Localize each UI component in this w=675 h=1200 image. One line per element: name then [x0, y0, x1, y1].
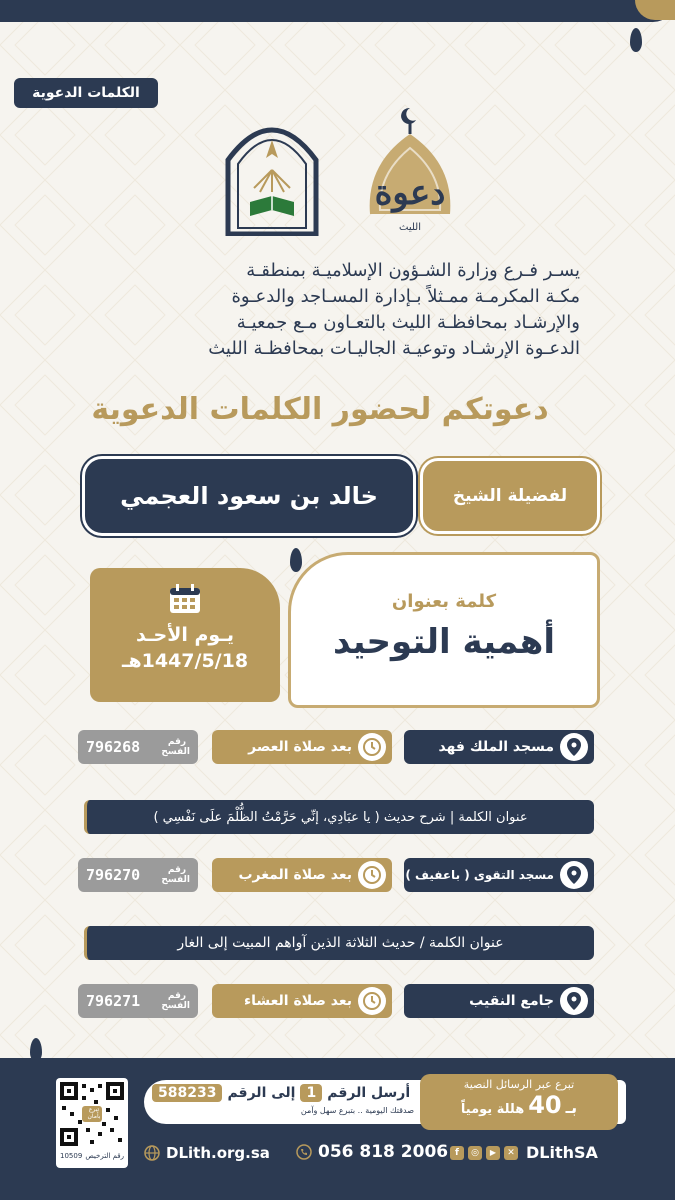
mosque-name: مسجد التقوى ( باعفيف ) — [405, 868, 554, 882]
qr-block[interactable] — [56, 1078, 128, 1168]
dawa-logo — [362, 104, 458, 238]
mosque-pill — [404, 858, 594, 892]
qr-license-label: رقم الترخيص — [85, 1152, 124, 1160]
sheikh-prefix-box: لفضيلة الشيخ — [420, 458, 600, 534]
mosque-dome-icon — [362, 104, 458, 238]
time-pill — [212, 858, 392, 892]
send-number: 588233 — [152, 1084, 222, 1102]
permit-label: رقم الفسح — [161, 865, 190, 885]
instagram-icon[interactable]: ◎ — [468, 1146, 482, 1160]
donate-amount-box — [420, 1074, 618, 1130]
category-tag: الكلمات الدعوية — [14, 78, 158, 108]
permit-pill — [78, 730, 198, 764]
ministry-logo — [222, 110, 322, 236]
talk-title-box — [288, 552, 600, 708]
intro-line: الدعـوة الإرشـاد وتوعيـة الجاليـات بمحافظـة الليث — [208, 338, 580, 359]
send-text: أرسل الرقم — [327, 1085, 411, 1101]
invite-heading: دعوتكم لحضور الكلمات الدعوية — [91, 392, 549, 427]
topic-bar: عنوان الكلمة | شرح حديث ( يا عبَادِي، إنِّي حَرَّمْتُ الظُّلْمَ علَى نَفْسِي ) — [84, 800, 594, 834]
mosque-pill — [404, 730, 594, 764]
mosque-name: مسجد الملك فهد — [438, 739, 554, 755]
permit-label: رقم الفسح — [161, 991, 190, 1011]
mosque-name: جامع النقيب — [469, 993, 554, 1009]
donate-amount: 40 — [528, 1091, 562, 1119]
permit-number: 796268 — [86, 738, 141, 756]
x-icon[interactable]: ✕ — [504, 1146, 518, 1160]
qr-badge: تبرع بأمان — [87, 1106, 101, 1120]
phone-link[interactable] — [296, 1142, 448, 1162]
qr-license-number: 10509 — [60, 1152, 83, 1160]
permit-label: رقم الفسح — [161, 737, 190, 757]
qr-license — [60, 1152, 124, 1160]
whatsapp-icon — [296, 1144, 312, 1160]
clock-icon — [358, 987, 386, 1015]
date-value: 1447/5/18هـ — [121, 650, 249, 672]
intro-line: مكـة المكرمـة ممـثلاً بـإدارة المسـاجد والدعـوة — [231, 286, 580, 307]
sheikh-name-box: خالد بن سعود العجمي — [82, 456, 416, 536]
talk-title: أهمية التوحيد — [333, 622, 555, 662]
mosque-pill — [404, 984, 594, 1018]
calendar-icon — [169, 584, 201, 614]
website-text: DLith.org.sa — [166, 1144, 270, 1162]
intro-line: يسـر فـرع وزارة الشـؤون الإسلاميـة بمنطقـة — [246, 260, 580, 281]
facebook-icon[interactable]: f — [450, 1146, 464, 1160]
time-pill — [212, 730, 392, 764]
svg-text:دعوة: دعوة — [374, 173, 446, 213]
ministry-emblem-icon — [222, 110, 322, 236]
prayer-time: بعد صلاة العشاء — [243, 993, 352, 1009]
donate-label: تبرع عبر الرسائل النصية — [463, 1078, 575, 1091]
donate-prefix: بـ — [565, 1098, 578, 1117]
permit-number: 796271 — [86, 992, 141, 1010]
slogan: صدقتك اليومية .. بتبرع سهل وآمن — [300, 1106, 414, 1115]
intro-line: والإرشـاد بمحافظـة الليث بالتعـاون مـع جمعيـة — [236, 312, 580, 333]
social-handle: DLithSA — [526, 1143, 598, 1162]
donate-unit: هللة يومياً — [460, 1102, 525, 1117]
social-links[interactable] — [450, 1143, 598, 1162]
prayer-time: بعد صلاة المغرب — [238, 867, 352, 883]
talk-label: كلمة بعنوان — [391, 591, 497, 612]
location-pin-icon — [560, 861, 588, 889]
clock-icon — [358, 733, 386, 761]
permit-pill — [78, 858, 198, 892]
youtube-icon[interactable]: ▶ — [486, 1146, 500, 1160]
time-pill — [212, 984, 392, 1018]
ornament-icon — [630, 28, 642, 52]
date-day: يـوم الأحـد — [136, 624, 234, 646]
top-bar — [0, 0, 675, 22]
svg-text:الليث: الليث — [399, 222, 421, 233]
location-pin-icon — [560, 987, 588, 1015]
intro-paragraph — [60, 258, 580, 362]
send-digit: 1 — [300, 1084, 322, 1102]
ornament-icon — [290, 548, 302, 572]
website-link[interactable] — [144, 1144, 270, 1162]
footer — [0, 1058, 675, 1200]
location-pin-icon — [560, 733, 588, 761]
sms-instruction — [152, 1084, 414, 1102]
clock-icon — [358, 861, 386, 889]
topic-bar: عنوان الكلمة / حديث الثلاثة الذين آواهم المبيت إلى الغار — [84, 926, 594, 960]
phone-text: 056 818 2006 — [318, 1142, 449, 1162]
globe-icon — [144, 1145, 160, 1161]
date-box — [90, 568, 280, 702]
permit-number: 796270 — [86, 866, 141, 884]
to-text: إلى الرقم — [227, 1085, 296, 1101]
prayer-time: بعد صلاة العصر — [248, 739, 352, 755]
permit-pill — [78, 984, 198, 1018]
